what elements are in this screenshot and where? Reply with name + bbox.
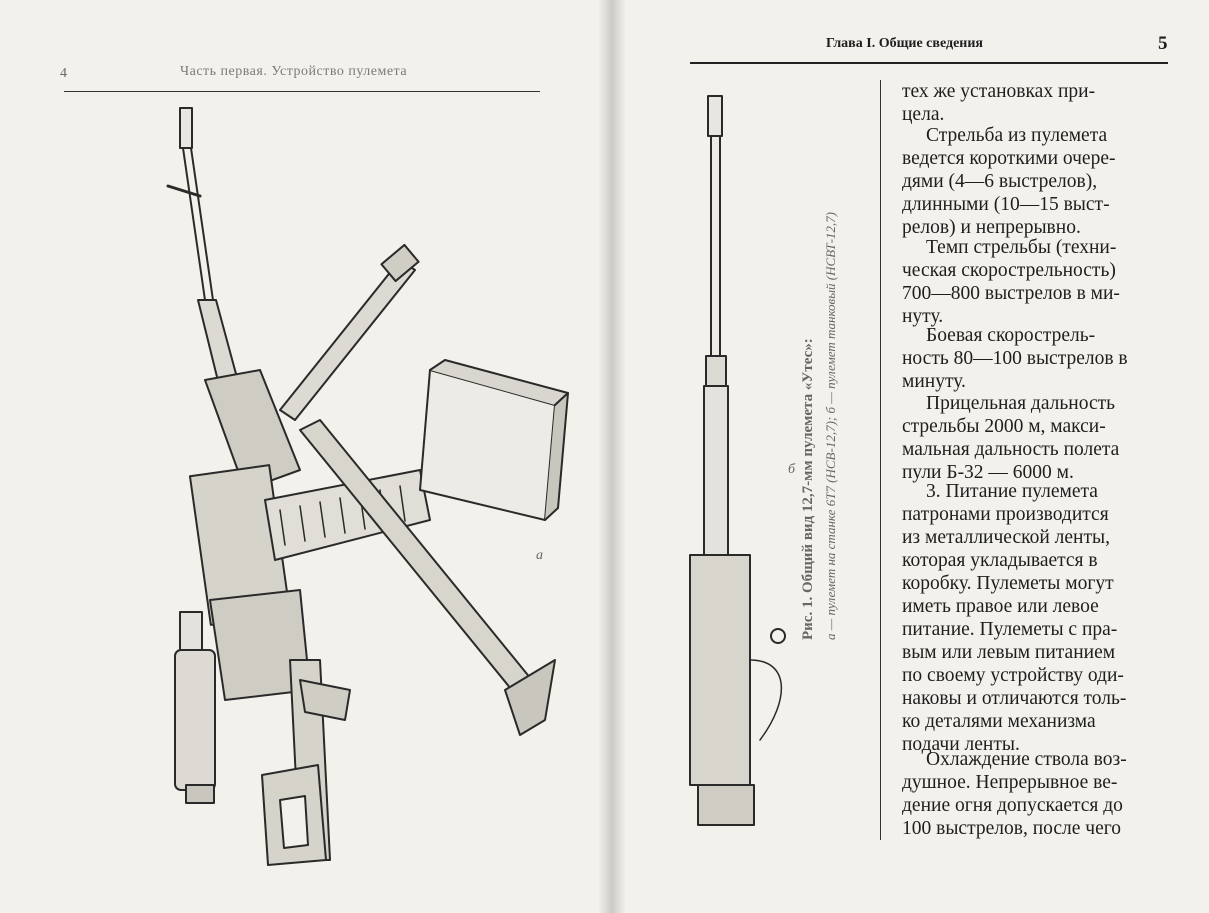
paragraph	[902, 80, 1174, 126]
paragraph	[902, 324, 1174, 393]
figure-a-label: а	[536, 548, 543, 563]
text-line: патронами производится	[902, 504, 1109, 525]
text-line: 3. Питание пулемета	[926, 481, 1098, 502]
text-line: душное. Непрерывное ве-	[902, 772, 1118, 793]
text-line: питание. Пулеметы с пра-	[902, 619, 1118, 640]
text-line: коробку. Пулеметы могут	[902, 573, 1114, 594]
text-line: тех же установках при-	[902, 81, 1096, 102]
right-running-title: Глава I. Общие сведения	[826, 36, 983, 51]
text-line: цела.	[902, 104, 945, 125]
right-page-number: 5	[1158, 33, 1168, 54]
text-line: ведется короткими очере-	[902, 148, 1116, 169]
text-line: из металлической ленты,	[902, 527, 1110, 548]
text-line: наковы и отличаются толь-	[902, 688, 1127, 709]
left-page-number: 4	[60, 66, 67, 81]
left-running-title: Часть первая. Устройство пулемета	[180, 64, 408, 79]
caption-title: Рис. 1. Общий вид 12,7-мм пулемета «Утес»:	[800, 338, 816, 640]
text-line: подачи ленты.	[902, 734, 1020, 755]
text-line: мальная дальность полета	[902, 439, 1120, 460]
text-line: Стрельба из пулемета	[926, 125, 1108, 146]
paragraph	[902, 124, 1174, 239]
text-line: по своему устройству оди-	[902, 665, 1124, 686]
text-line: Прицельная дальность	[926, 393, 1116, 414]
caption-text: а — пулемет на станке 6Т7 (НСВ-12,7); б — пулемет танковый (НСВТ-12,7)	[823, 212, 838, 640]
paragraph	[902, 748, 1174, 840]
text-line: 100 выстрелов, после чего	[902, 818, 1122, 839]
text-line: дями (4—6 выстрелов),	[902, 171, 1098, 192]
figure-b-label: б	[788, 462, 796, 477]
text-line: дение огня допускается до	[902, 795, 1123, 816]
text-line: Темп стрельбы (техни-	[926, 237, 1117, 258]
paragraph	[902, 480, 1174, 756]
text-line: вым или левым питанием	[902, 642, 1116, 663]
text-line: иметь правое или левое	[902, 596, 1099, 617]
text-line: Охлаждение ствола воз-	[926, 749, 1127, 770]
text-line: пули Б-32 — 6000 м.	[902, 462, 1074, 483]
text-line: ность 80—100 выстрелов в	[902, 348, 1128, 369]
text-line: стрельбы 2000 м, макси-	[902, 416, 1106, 437]
text-line: ческая скорострельность)	[902, 260, 1116, 281]
text-line: которая укладывается в	[902, 550, 1098, 571]
text-line: длинными (10—15 выст-	[902, 194, 1110, 215]
text-line: 700—800 выстрелов в ми-	[902, 283, 1120, 304]
tank-machine-gun-illustration	[690, 96, 785, 825]
text-line: ко деталями механизма	[902, 711, 1096, 732]
text-line: нуту.	[902, 306, 944, 327]
figure-caption	[800, 212, 839, 640]
text-line: минуту.	[902, 371, 966, 392]
paragraph	[902, 236, 1174, 328]
paragraph	[902, 392, 1174, 484]
text-line: Боевая скорострель-	[926, 325, 1096, 346]
text-line: релов) и непрерывно.	[902, 217, 1081, 238]
